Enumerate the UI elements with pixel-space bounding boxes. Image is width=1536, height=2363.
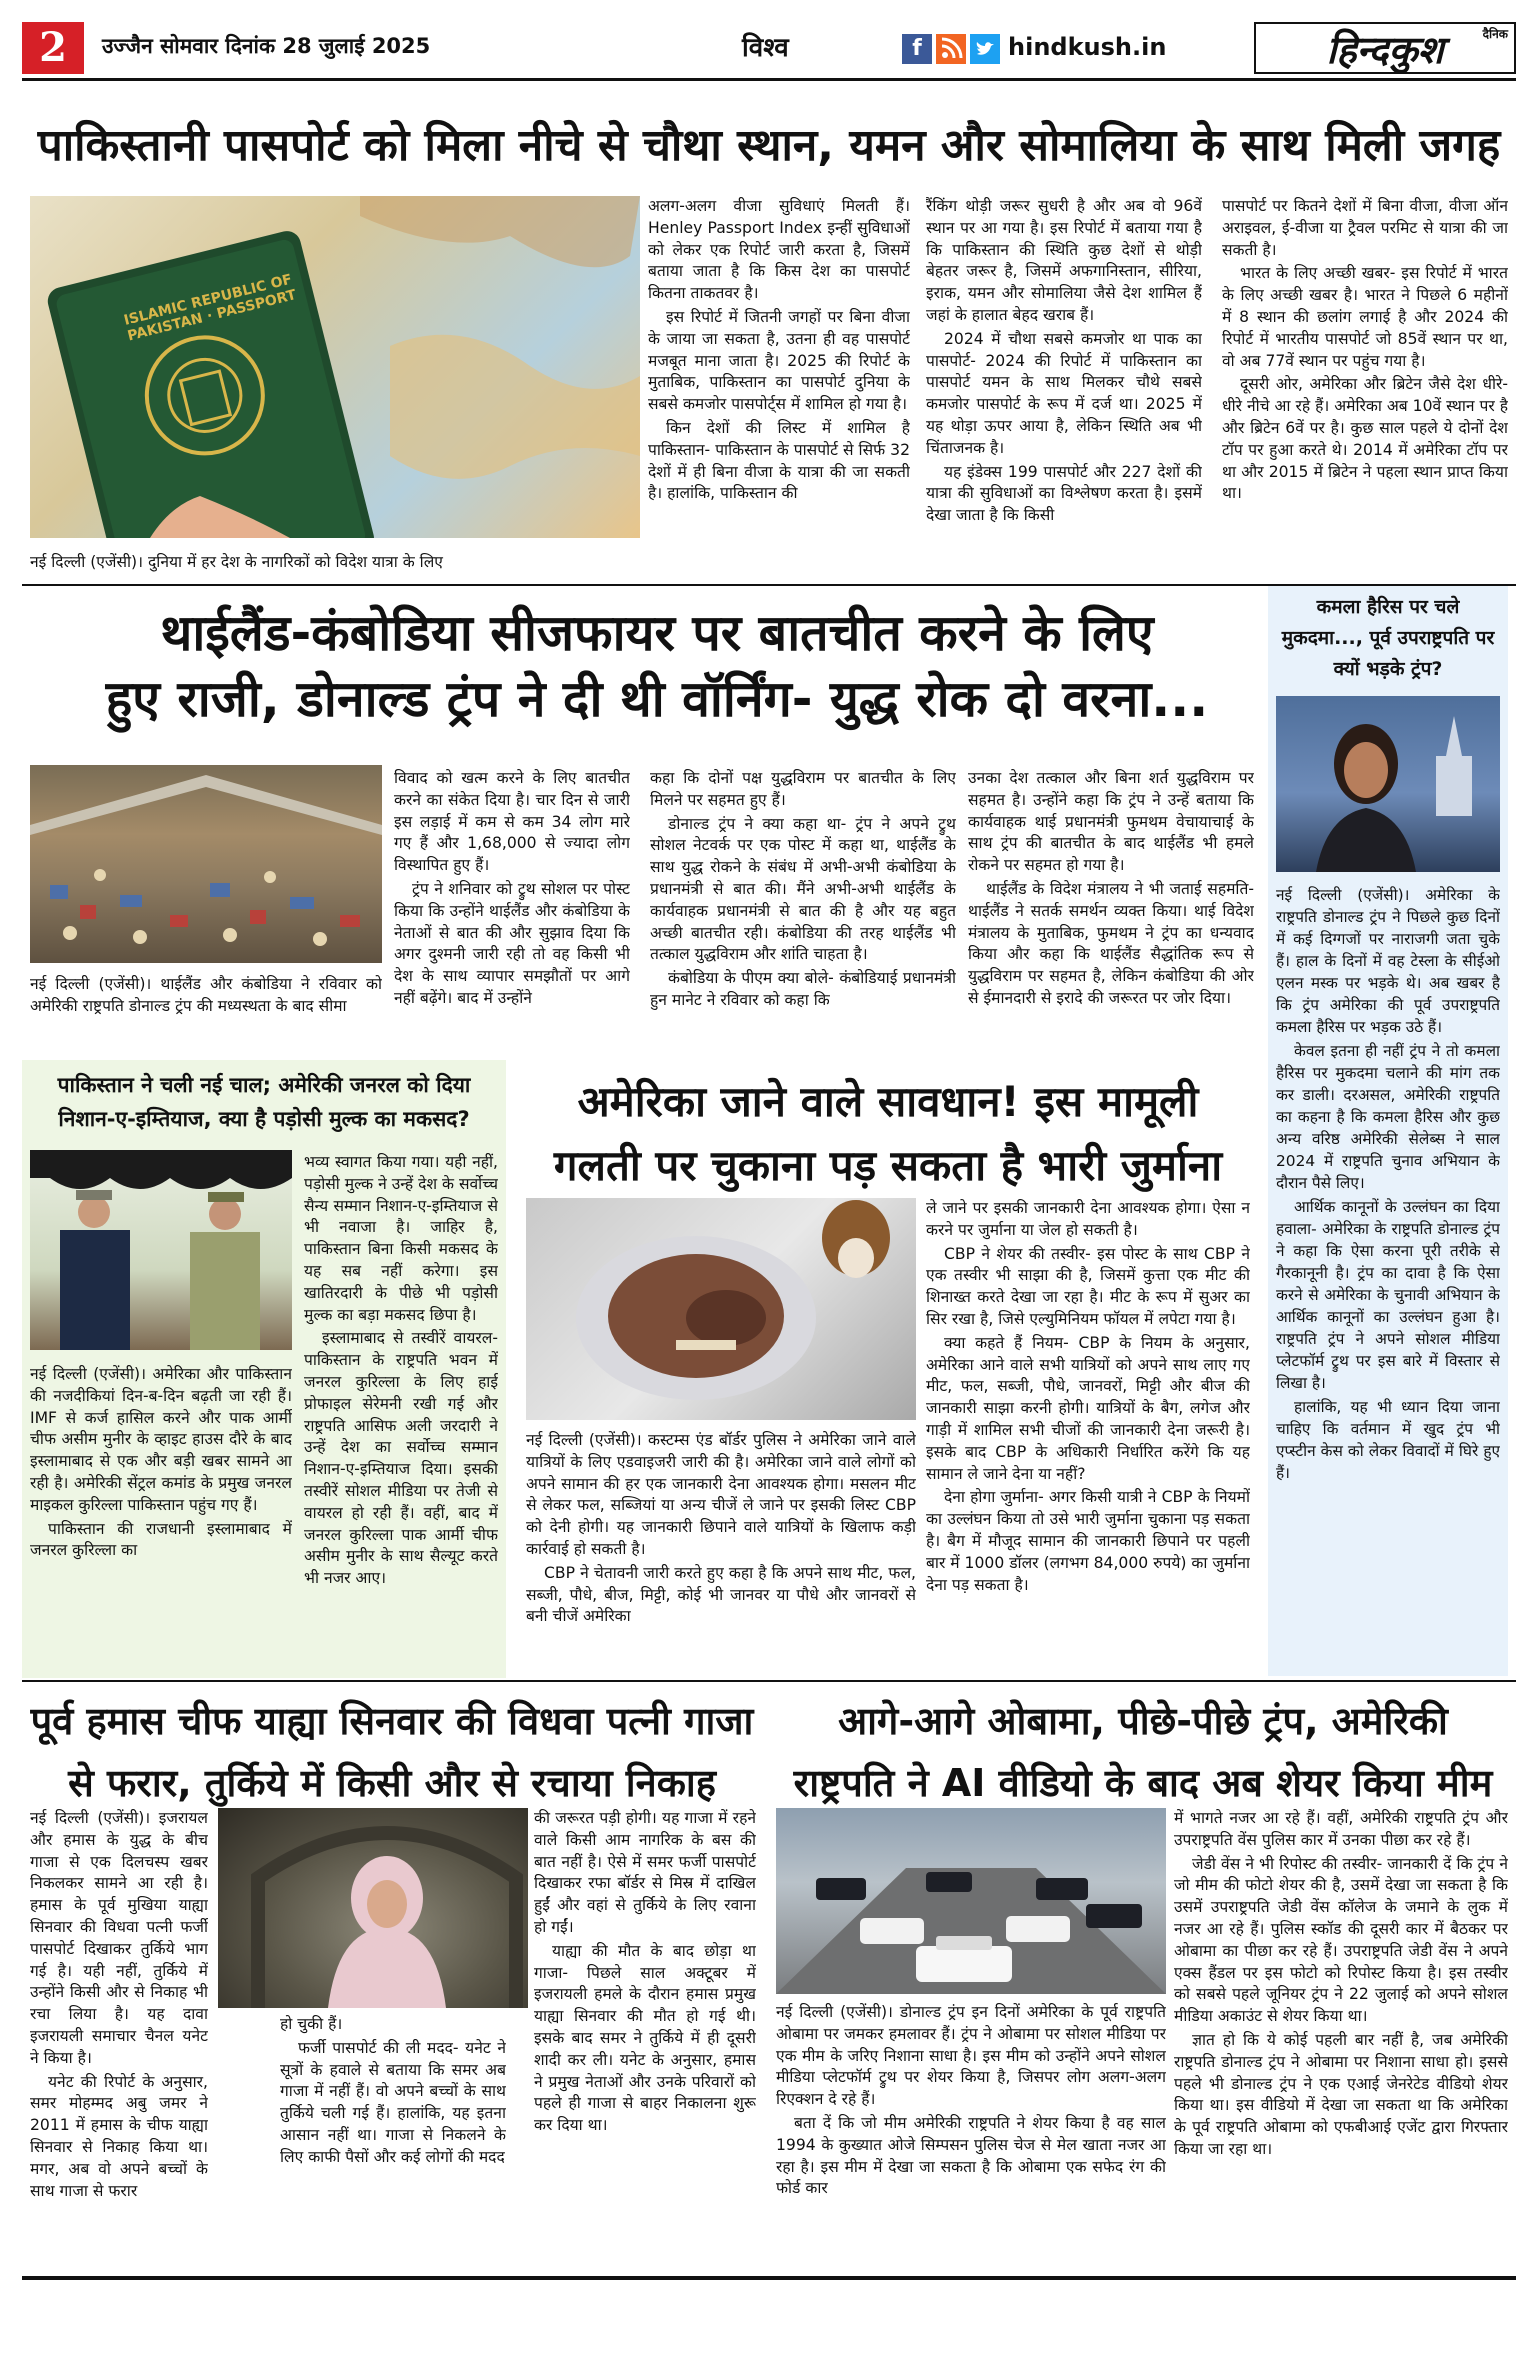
shelter-crowd-photo bbox=[30, 765, 382, 963]
paragraph: अलग-अलग वीजा सुविधाएं मिलती हैं। Henley Passport Index इन्हीं सुविधाओं को लेकर एक रिपोर्ट जारी करता है, जिसमें बताया जाता है कि किस देश का पासपोर्ट कितना ताकतवर है। bbox=[648, 197, 910, 303]
newspaper-logo bbox=[1254, 22, 1516, 74]
story4-column-1 bbox=[926, 1198, 1250, 1668]
divider bbox=[22, 1680, 1516, 1682]
section-title: विश्व bbox=[742, 33, 789, 63]
story5-column-2 bbox=[280, 2014, 506, 2268]
paragraph: भव्य स्वागत किया गया। यही नहीं, पड़ोसी मुल्क ने उन्हें देश के सर्वोच्च सैन्य सम्मान निशान-ए-इम्तियाज से भी नवाजा है। जाहिर है, पाकिस्तान बिना किसी मकसद के यह सब नहीं करेगा। इस खातिरदारी के पीछे भी पड़ोसी मुल्क का बड़ा मकसद छिपा है। bbox=[304, 1153, 498, 1324]
paragraph: ट्रंप ने शनिवार को ट्रुथ सोशल पर पोस्ट किया कि उन्होंने थाईलैंड और कंबोडिया के नेताओं से बात की और सुझाव दिया कि अगर दुश्मनी जारी रही तो वह किसी भी देश के साथ व्यापार समझौतों पर आगे नहीं बढ़ेंगे। बाद में उन्होंने bbox=[394, 879, 630, 1007]
footer-rule bbox=[22, 2276, 1516, 2280]
logo-main-text: हिन्दकुश bbox=[1326, 27, 1444, 72]
story3-column-1 bbox=[304, 1152, 498, 1670]
story6-headline-line1: आगे-आगे ओबामा, पीछे-पीछे ट्रंप, अमेरिकी bbox=[838, 1699, 1448, 1743]
story3-column-2 bbox=[30, 1364, 292, 1670]
paragraph: डोनाल्ड ट्रंप ने क्या कहा था- ट्रंप ने अपने ट्रुथ सोशल नेटवर्क पर एक पोस्ट में कहा था, थाईलैंड के साथ युद्ध रोकने के संबंध में अभी-अभी कंबोडिया के प्रधानमंत्री से बात की। मैंने अभी-अभी थाईलैंड के कार्यवाहक प्रधानमंत्री से बात की है और यह बहुत अच्छी बातचीत रही। कंबोडिया की तरह थाईलैंड भी तत्काल युद्धविराम और शांति चाहता है। bbox=[650, 814, 956, 964]
logo-small-text: दैनिक bbox=[1482, 27, 1508, 41]
paragraph: क्या कहते हैं नियम- CBP के नियम के अनुसार, अमेरिका आने वाले सभी यात्रियों को अपने साथ लाए गए मीट, फल, सब्जी, पौधे, जानवरों, मिट्टी और बीज की जानकारी साझा करनी होगी। यात्रियों के बैग, लगेज और गाड़ी में शामिल सभी चीजों की जानकारी देना जरूरी है। इसके बाद CBP के अधिकारी निर्धारित करेंगे कि यह सामान ले जाने देना या नहीं? bbox=[926, 1333, 1250, 1483]
paragraph: दूसरी ओर, अमेरिका और ब्रिटेन जैसे देश धीरे-धीरे नीचे आ रहे हैं। अमेरिका अब 10वें स्थान पर है और ब्रिटेन 6वें पर है। कुछ साल पहले ये दोनों देश टॉप पर हुआ करते थे। 2014 में अमेरिका टॉप पर था और 2015 में ब्रिटेन ने पहला स्थान प्राप्त किया था। bbox=[1222, 375, 1508, 503]
paragraph: बता दें कि जो मीम अमेरिकी राष्ट्रपति ने शेयर किया है वह साल 1994 के कुख्यात ओजे सिम्पसन पुलिस चेज से मेल खाता नजर आ रहा है। इस मीम में देखा जा सकता है कि ओबामा एक सफेद रंग की फोर्ड कार bbox=[776, 2113, 1166, 2198]
passport-label: ISLAMIC REPUBLIC OF PAKISTAN · PASSPORT bbox=[122, 271, 298, 345]
paragraph: में भागते नजर आ रहे हैं। वहीं, अमेरिकी राष्ट्रपति ट्रंप और उपराष्ट्रपति वेंस पुलिस कार में उनका पीछा कर रहे हैं। bbox=[1174, 1809, 1508, 1849]
story5-headline-line1: पूर्व हमास चीफ याह्या सिनवार की विधवा पत्नी गाजा bbox=[30, 1699, 754, 1743]
paragraph: यह इंडेक्स 199 पासपोर्ट और 227 देशों की यात्रा की सुविधाओं का विश्लेषण करता है। इसमें देखा जाता है कि किसी bbox=[926, 462, 1202, 525]
paragraph: विवाद को खत्म करने के लिए बातचीत करने का संकेत दिया है। चार दिन से जारी इस लड़ाई में कम से कम 34 लोग मारे गए हैं और 1,68,000 से ज्यादा लोग विस्थापित हुए हैं। bbox=[394, 769, 630, 875]
sidebar-box bbox=[1268, 586, 1508, 1676]
paragraph: थाईलैंड के विदेश मंत्रालय ने भी जताई सहमति- थाईलैंड ने सतर्क समर्थन व्यक्त किया। थाई विदेश मंत्रालय के मुताबिक, फुमथम ने ट्रंप का धन्यवाद किया और कहा कि थाईलैंड सैद्धांतिक रूप से युद्धविराम पर सहमत है, लेकिन कंबोडिया की ओर से ईमानदारी से इरादे की जरूरत पर जोर दिया। bbox=[968, 879, 1254, 1007]
twitter-icon[interactable] bbox=[970, 34, 1000, 64]
sidebar-headline: कमला हैरिस पर चले मुकदमा..., पूर्व उपराष्ट्रपति पर क्यों भड़के ट्रंप? bbox=[1281, 596, 1495, 680]
paragraph: इस्लामाबाद से तस्वीरें वायरल- पाकिस्तान के राष्ट्रपति भवन में जनरल कुरिल्ला के लिए हाई प्रोफाइल सेरेमनी रखी गई और राष्ट्रपति आसिफ अली जरदारी ने उन्हें देश का सर्वोच्च सम्मान निशान-ए-इम्तियाज दिया। इसकी तस्वीरें सोशल मीडिया पर तेजी से वायरल हो रही हैं। वहीं, बाद में जनरल कुरिल्ला पाक आर्मी चीफ असीम मुनीर के साथ सैल्यूट करते भी नजर आए। bbox=[304, 1329, 498, 1588]
paragraph: 2024 में चौथा सबसे कमजोर था पाक का पासपोर्ट- 2024 की रिपोर्ट में पाकिस्तान का पासपोर्ट यमन के साथ मिलकर चौथे सबसे कमजोर पासपोर्ट के रूप में दर्ज था। 2025 में यह थोड़ा ऊपर आया है, लेकिन स्थिति अब भी चिंताजनक है। bbox=[926, 329, 1202, 457]
paragraph: पाकिस्तान की राजधानी इस्लामाबाद में जनरल कुरिल्ला का bbox=[30, 1519, 292, 1560]
paragraph: की जरूरत पड़ी होगी। यह गाजा में रहने वाले किसी आम नागरिक के बस की बात नहीं है। ऐसे में समर फर्जी पासपोर्ट दिखाकर रफा बॉर्डर से मिस्र में दाखिल हुईं और वहां से तुर्किये के लिए रवाना हो गईं। bbox=[534, 1809, 756, 1936]
story4-column-2 bbox=[526, 1430, 916, 1668]
masthead bbox=[22, 22, 1516, 74]
paragraph: पासपोर्ट पर कितने देशों में बिना वीजा, वीजा ऑन अराइवल, ई-वीजा या ट्रैवल परमिट से यात्रा की जा सकती है। bbox=[1222, 197, 1508, 259]
passport-photo bbox=[30, 196, 640, 538]
police-chase-meme-photo bbox=[776, 1808, 1166, 1994]
paragraph: भारत के लिए अच्छी खबर- इस रिपोर्ट में भारत के लिए अच्छी खबर है। भारत ने पिछले 6 महीनों में 8 स्थान की छलांग लगाई है और 2024 की रिपोर्ट में भारतीय पासपोर्ट जो 85वें स्थान पर था, वो अब 77वें स्थान पर पहुंच गया है। bbox=[1222, 264, 1508, 370]
story3-box bbox=[22, 1060, 506, 1678]
paragraph: यनेट की रिपोर्ट के अनुसार, समर मोहम्मद अबु जमर ने 2011 में हमास के चीफ याह्या सिनवार से निकाह किया था। मगर, अब वो अपने बच्चों के साथ गाजा से फरार bbox=[30, 2072, 208, 2200]
story5-column-1 bbox=[30, 1808, 208, 2268]
facebook-icon[interactable]: f bbox=[902, 34, 932, 64]
paragraph: कंबोडिया के पीएम क्या बोले- कंबोडियाई प्रधानमंत्री हुन मानेट ने रविवार को कहा कि bbox=[650, 969, 956, 1009]
paragraph: नई दिल्ली (एजेंसी)। डोनाल्ड ट्रंप इन दिनों अमेरिका के पूर्व राष्ट्रपति ओबामा पर जमकर हमलावर हैं। ट्रंप ने ओबामा पर सोशल मीडिया पर एक मीम के जरिए निशाना साधा है। इस मीम को उन्होंने अपने सोशल मीडिया प्लेटफॉर्म ट्रुथ पर शेयर किया है, जिसपर लोग अलग-अलग रिएक्शन दे रहे हैं। bbox=[776, 2003, 1166, 2109]
story2-headline-line2: हुए राजी, डोनाल्ड ट्रंप ने दी थी वॉर्निंग- युद्ध रोक दो वरना... bbox=[105, 670, 1209, 728]
general-salute-photo bbox=[30, 1150, 292, 1350]
paragraph: ले जाने पर इसकी जानकारी देना आवश्यक होगा। ऐसा न करने पर जुर्माना या जेल हो सकती है। bbox=[926, 1199, 1250, 1239]
page-number-badge: 2 bbox=[22, 22, 84, 74]
paragraph: आर्थिक कानूनों के उल्लंघन का दिया हवाला- अमेरिका के राष्ट्रपति डोनाल्ड ट्रंप ने कहा कि ऐसा करना पूरी तरीके से गैरकानूनी है। ट्रंप का दावा है कि ऐसा करने से अमेरिका के चुनावी अभियान के आर्थिक कानूनों का उल्लंघन हुआ है। राष्ट्रपति ट्रंप ने अपने सोशल मीडिया प्लेटफॉर्म ट्रुथ पर इस बारे में विस्तार से लिखा है। bbox=[1276, 1198, 1500, 1392]
story1-column-2 bbox=[926, 196, 1202, 576]
paragraph: नई दिल्ली (एजेंसी)। इजरायल और हमास के युद्ध के बीच गाजा से एक दिलचस्प खबर निकलकर सामने आ रही है। हमास के पूर्व मुखिया याह्या सिनवार की विधवा पत्नी फर्जी पासपोर्ट दिखाकर तुर्किये भाग गई है। यही नहीं, तुर्किये में उन्होंने किसी और से निकाह भी रचा लिया है। यह दावा इजरायली समाचार चैनल यनेट ने किया है। bbox=[30, 1809, 208, 2067]
pig-head-sniffer-dog-photo bbox=[526, 1198, 916, 1420]
paragraph: CBP ने चेतावनी जारी करते हुए कहा है कि अपने साथ मीट, फल, सब्जी, पौधे, बीज, मिट्टी, कोई भी जानवर या पौधे और जानवरों से बनी चीजें अमेरिका bbox=[526, 1563, 916, 1626]
story2-column-1 bbox=[394, 768, 630, 1048]
story4-headline-line1: अमेरिका जाने वाले सावधान! इस मामूली bbox=[577, 1077, 1199, 1126]
paragraph: उनका देश तत्काल और बिना शर्त युद्धविराम पर सहमत है। उन्होंने कहा कि ट्रंप ने उन्हें बताया कि कार्यवाहक थाई प्रधानमंत्री फुमथम वेचायाचाई के साथ ट्रंप की बातचीत के बाद थाईलैंड भी हमले रोकने पर सहमत हो गया है। bbox=[968, 769, 1254, 875]
website-link[interactable]: hindkush.in bbox=[1008, 33, 1167, 61]
story6-column-1 bbox=[776, 2002, 1166, 2268]
story4-headline-line2: गलती पर चुकाना पड़ सकता है भारी जुर्माना bbox=[553, 1141, 1223, 1190]
dateline: उज्जैन सोमवार दिनांक 28 जुलाई 2025 bbox=[102, 34, 431, 58]
story2-caption bbox=[30, 974, 382, 1044]
paragraph: याह्या की मौत के बाद छोड़ा था गाजा- पिछले साल अक्टूबर में इजरायली हमले के दौरान हमास प्रमुख याह्या सिनवार की मौत हो गई थी। इसके बाद समर ने तुर्किये में ही दूसरी शादी कर ली। यनेट के अनुसार, हमास ने प्रमुख नेताओं और उनके परिवारों को पहले ही गाजा से बाहर निकालना शुरू कर दिया था। bbox=[534, 1941, 756, 2135]
paragraph: कहा कि दोनों पक्ष युद्धविराम पर बातचीत के लिए मिलने पर सहमत हुए हैं। bbox=[650, 769, 956, 809]
story2-column-2 bbox=[650, 768, 956, 1048]
story5-headline-line2: से फरार, तुर्किये में किसी और से रचाया निकाह bbox=[68, 1761, 716, 1805]
story1-column-3 bbox=[1222, 196, 1508, 576]
paragraph: इस रिपोर्ट में जितनी जगहों पर बिना वीजा के जाया जा सकता है, उतना ही वह पासपोर्ट मजबूत माना जाता है। 2025 की रिपोर्ट के मुताबिक, पाकिस्तान का पासपोर्ट दुनिया के सबसे कमजोर पासपोर्ट्स में शामिल हो गया है। bbox=[648, 307, 910, 414]
sidebar-body bbox=[1276, 884, 1500, 1664]
paragraph: रैंकिंग थोड़ी जरूर सुधरी है और अब वो 96वें स्थान पर आ गया है। इस रिपोर्ट में बताया गया है कि पाकिस्तान की स्थिति कुछ देशों से थोड़ी बेहतर जरूर है, जिसमें अफगानिस्तान, सीरिया, इराक, यमन और सोमालिया जैसे देश शामिल हैं जहां के हालात बेहद खराब हैं। bbox=[926, 197, 1202, 324]
paragraph: हालांकि, यह भी ध्यान दिया जाना चाहिए कि वर्तमान में खुद ट्रंप भी एप्स्टीन केस को लेकर विवादों में घिरे हुए हैं। bbox=[1276, 1398, 1500, 1482]
story1-caption: नई दिल्ली (एजेंसी)। दुनिया में हर देश के नागरिकों को विदेश यात्रा के लिए bbox=[30, 553, 443, 571]
paragraph: जेडी वेंस ने भी रिपोस्ट की तस्वीर- जानकारी दें कि ट्रंप ने जो मीम की फोटो शेयर की है, उसमें देखा जा सकता है कि उसमें उपराष्ट्रपति जेडी वेंस कॉलेज के जमाने के लुक में नजर आ रहे हैं। पुलिस स्कॉड की दूसरी कार में बैठकर पर ओबामा का पीछा कर रहे हैं। उपराष्ट्रपति जेडी वेंस ने अपने एक्स हैंडल पर इस फोटो को रिपोस्ट किया है। इस तस्वीर को सबसे पहले जूनियर ट्रंप ने 22 जुलाई को अपने सोशल मीडिया अकाउंट से शेयर किया था। bbox=[1174, 1854, 1508, 2026]
paragraph: केवल इतना ही नहीं ट्रंप ने तो कमला हैरिस पर मुकदमा चलाने की मांग तक कर डाली। दरअसल, अमेरिकी राष्ट्रपति का कहना है कि कमला हैरिस और कुछ अन्य वरिष्ठ अमेरिकी सेलेब्स ने साल 2024 में राष्ट्रपति चुनाव अभियान के दौरान पैसे लिए। bbox=[1276, 1042, 1500, 1192]
story2-column-3 bbox=[968, 768, 1254, 1048]
rss-icon[interactable] bbox=[936, 34, 966, 64]
kamala-harris-photo bbox=[1276, 696, 1500, 872]
story6-column-2 bbox=[1174, 1808, 1508, 2268]
story2-headline bbox=[22, 600, 1292, 732]
story1-headline: पाकिस्तानी पासपोर्ट को मिला नीचे से चौथा स्थान, यमन और सोमालिया के साथ मिली जगह bbox=[37, 120, 1501, 171]
paragraph: फर्जी पासपोर्ट की ली मदद- यनेट ने सूत्रों के हवाले से बताया कि समर अब गाजा में नहीं हैं। वो अपने बच्चों के साथ तुर्किये चली गई हैं। हालांकि, यह इतना आसान नहीं था। गाजा से निकलने के लिए काफी पैसों और कई लोगों की मदद bbox=[280, 2038, 506, 2166]
masthead-rule bbox=[22, 78, 1516, 81]
story1-column-1 bbox=[648, 196, 910, 576]
story2-headline-line1: थाईलैंड-कंबोडिया सीजफायर पर बातचीत करने के लिए bbox=[160, 604, 1154, 662]
paragraph: देना होगा जुर्माना- अगर किसी यात्री ने CBP के नियमों का उल्लंघन किया तो उसे भारी जुर्माना चुकाना पड़ सकता है। बैग में मौजूद सामान की जानकारी छिपाने पर पहली बार में 1000 डॉलर (लगभग 84,000 रुपये) का जुर्माना देना पड़ सकता है। bbox=[926, 1488, 1250, 1594]
paragraph: नई दिल्ली (एजेंसी)। थाईलैंड और कंबोडिया ने रविवार को अमेरिकी राष्ट्रपति डोनाल्ड ट्रंप की मध्यस्थता के बाद सीमा bbox=[30, 975, 382, 1015]
story6-headline-line2: राष्ट्रपति ने AI वीडियो के बाद अब शेयर किया मीम bbox=[793, 1761, 1493, 1805]
story6-headline bbox=[770, 1690, 1516, 1814]
paragraph: ज्ञात हो कि ये कोई पहली बार नहीं है, जब अमेरिकी राष्ट्रपति डोनाल्ड ट्रंप ने ओबामा पर निशाना साधा हो। इससे पहले भी डोनाल्ड ट्रंप ने एक एआई जेनरेटेड वीडियो शेयर किया था। इस वीडियो में देखा जा सकता था कि अमेरिका के पूर्व राष्ट्रपति ओबामा को एफबीआई एजेंट द्वारा गिरफ्तार किया जा रहा था। bbox=[1174, 2030, 1508, 2158]
paragraph: हो चुकी हैं। bbox=[280, 2015, 343, 2033]
paragraph: नई दिल्ली (एजेंसी)। कस्टम्स एंड बॉर्डर पुलिस ने अमेरिका जाने वाले यात्रियों के लिए एडवाइजरी जारी की है। अमेरिका जाने वाले लोगों को अपने सामान की हर एक जानकारी देना आवश्यक होगा। मसलन मीट से लेकर फल, सब्जियां या अन्य चीजें ले जाने पर इसकी लिस्ट CBP को देनी होगी। यह जानकारी छिपाने वाले यात्रियों के खिलाफ कड़ी कार्रवाई हो सकती है। bbox=[526, 1431, 916, 1558]
story3-headline: पाकिस्तान ने चली नई चाल; अमेरिकी जनरल को दिया निशान-ए-इम्तियाज, क्या है पड़ोसी मुल्क का मकसद? bbox=[57, 1073, 471, 1131]
story5-column-3 bbox=[528, 1808, 756, 2268]
paragraph: किन देशों की लिस्ट में शामिल है पाकिस्तान- पाकिस्तान के पासपोर्ट से सिर्फ 32 देशों में ही बिना वीजा के यात्रा की जा सकती है। हालांकि, पाकिस्तान की bbox=[648, 418, 910, 503]
story4-headline bbox=[516, 1070, 1260, 1198]
story5-headline bbox=[22, 1690, 762, 1814]
paragraph: नई दिल्ली (एजेंसी)। अमेरिका के राष्ट्रपति डोनाल्ड ट्रंप ने पिछले कुछ दिनों में कई दिग्गजों पर नाराजगी जता चुके हैं। हाल के दिनों में वह टेस्ला के सीईओ एलन मस्क पर भड़के थे। अब खबर है कि ट्रंप अमेरिका की पूर्व उपराष्ट्रपति कमला हैरिस पर भड़क उठे हैं। bbox=[1276, 886, 1500, 1036]
paragraph: नई दिल्ली (एजेंसी)। अमेरिका और पाकिस्तान की नजदीकियां दिन-ब-दिन बढ़ती जा रही हैं। IMF से कर्ज हासिल करने और पाक आर्मी चीफ असीम मुनीर के व्हाइट हाउस दौरे के बाद इस्लामाबाद से एक और बड़ी खबर सामने आ रही है। अमेरिकी सेंट्रल कमांड के प्रमुख जनरल माइकल कुरिल्ला पाकिस्तान पहुंच गए हैं। bbox=[30, 1365, 292, 1514]
paragraph: CBP ने शेयर की तस्वीर- इस पोस्ट के साथ CBP ने एक तस्वीर भी साझा की है, जिसमें कुत्ता एक मीट की शिनाख्त करते देखा जा रहा है। मीट के रूप में सुअर का सिर रखा है, जिसे एल्युमिनियम फॉयल में लपेटा गया है। bbox=[926, 1244, 1250, 1328]
tunnel-woman-photo bbox=[218, 1808, 556, 2008]
